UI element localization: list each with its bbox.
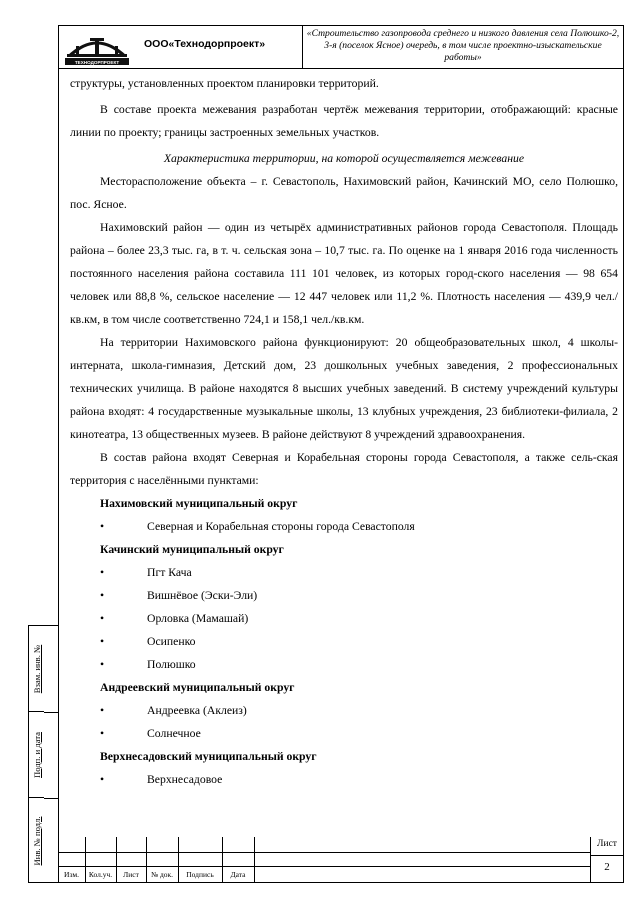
paragraph: В составе проекта межевания разработан чертёж межевания территории, отображающий: красные линии по проекту; границы застроенных земельных участков. (70, 103, 618, 139)
district-heading: Верхнесадовский муниципальный округ (100, 750, 317, 763)
sheet-number: 2 (604, 861, 610, 873)
stamp-col-label: Изм. (64, 870, 79, 879)
title-block (58, 837, 624, 883)
side-label-podp: Подп. и дата (31, 731, 42, 778)
list-item: • Пгт Кача (100, 561, 618, 584)
list-item: • Вишнёвое (Эски-Эли) (100, 584, 618, 607)
list-item: • Солнечное (100, 722, 618, 745)
paragraph: В состав района входят Северная и Корабельная стороны города Севастополя, а также сель-ская территория с населёнными пунктами: (70, 451, 618, 487)
logo-text: ТЕХНОДОРПРОЕКТ (74, 60, 120, 65)
side-cell-vzam (29, 626, 44, 712)
paragraph: Месторасположение объекта – г. Севастополь, Нахимовский район, Качинский МО, село Полюшко, пос. Ясное. (70, 175, 618, 211)
stamp-col-label: Дата (230, 870, 246, 879)
stamp-col-label: Кол.уч. (88, 870, 113, 879)
side-cell-podp (29, 712, 44, 798)
company-name: ООО«Технодорпроект» (144, 38, 266, 50)
list-item: • Орловка (Мамашай) (100, 607, 618, 630)
list-item: • Осипенко (100, 630, 618, 653)
list-item: • Андреевка (Аклеиз) (100, 699, 618, 722)
list-item: • Северная и Корабельная стороны города Севастополя (100, 515, 618, 538)
list-item: • Полюшко (100, 653, 618, 676)
district-heading: Качинский муниципальный округ (100, 543, 284, 556)
side-cell-inv (29, 798, 44, 883)
paragraph: Нахимовский район — один из четырёх административных районов города Севастополя. Площадь района – более 23,3 тыс. га, в т. ч. сельская зона – 10,7 тыс. га. По оценке на 1 января 2016 года численность постоянного населения района составила 111 101 человек, из которых город-ского населения — 98 654 человек или 88,8 %, сельское население — 12 447 человек или 11,2 %. Плотность населения — 439,9 чел./кв.км, в том числе соответственно 724,1 и 158,1 чел./кв.км. (70, 221, 618, 326)
paragraph: На территории Нахимовского района функционируют: 20 общеобразовательных школ, 4 школы-интерната, школа-гимназия, Детский дом, 23 дошкольных учебных заведения, 2 профессиональных технических училища. В районе находятся 8 высших учебных заведений. В систему учреждений культуры района входят: 4 государственные музыкальные школы, 13 клубных учреждения, 23 библиотеки-филиала, 2 кинотеатра, 13 общественных музеев. В районе действуют 8 учреждений здравоохранения. (70, 336, 618, 441)
district-heading: Нахимовский муниципальный округ (100, 497, 298, 510)
paragraph: структуры, установленных проектом планировки территорий. (70, 77, 379, 90)
document-body (70, 72, 618, 791)
side-stamp-column (44, 625, 58, 883)
district-heading: Андреевский муниципальный округ (100, 681, 295, 694)
side-label-inv: Инв. № подл. (31, 816, 42, 865)
side-label-vzam: Взам. инв. № (31, 644, 42, 693)
stamp-col-label: № док. (150, 870, 174, 879)
side-stamp (28, 625, 44, 883)
stamp-col-label: Подпись (186, 870, 214, 879)
project-title: «Строительство газопровода среднего и низкого давления села Полюшко-2, 3-я (поселок Ясное) очередь, в том числе проектно-изыскательские работы» (306, 28, 620, 63)
list-item: • Верхнесадовое (100, 768, 618, 791)
section-subtitle: Характеристика территории, на которой осуществляется межевание (163, 152, 525, 165)
header-divider (302, 25, 303, 68)
page-header (58, 25, 624, 69)
stamp-col-label: Лист (123, 870, 139, 879)
sheet-label: Лист (597, 839, 617, 849)
